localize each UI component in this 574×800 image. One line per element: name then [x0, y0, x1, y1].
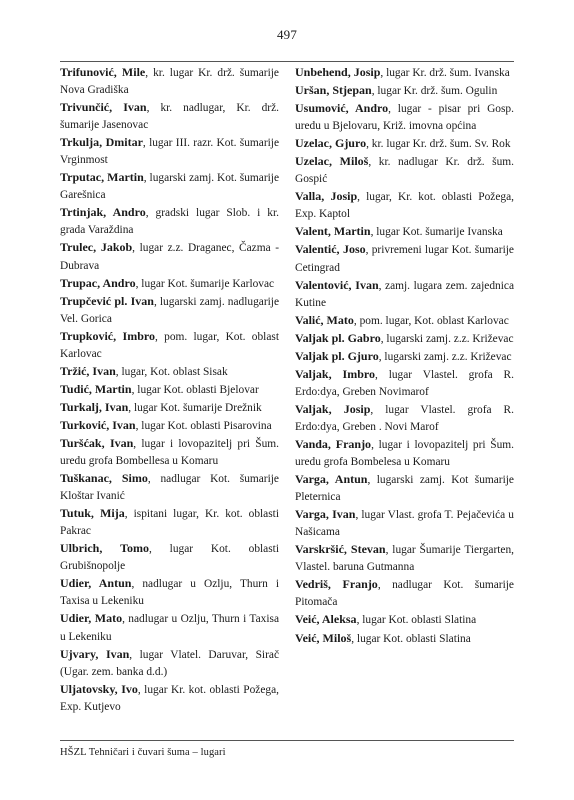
list-item: [295, 277, 514, 312]
entry-text: , lugar Šumarije Tiergarten, Vlastel. baruna Gutmanna: [295, 544, 514, 574]
entry-name: Trputac, Martin: [60, 170, 144, 185]
entry-text: , pom. lugar, Kot. oblast Karlovac: [353, 314, 509, 327]
entry-name: Trulec, Jakob: [60, 240, 133, 255]
entry-text: , nadlugar u Ozlju, Thurn i Taxisa u Lekeniku: [60, 613, 280, 643]
entry-text: , lugarski zamj. Kot šumarije Pleternica: [295, 474, 514, 504]
list-item: [295, 188, 514, 223]
footer-rule: [60, 740, 514, 741]
list-item: [295, 64, 514, 82]
entry-name: Tržić, Ivan: [60, 363, 116, 378]
entry-name: Valić, Mato: [295, 312, 354, 327]
list-item: [295, 471, 514, 506]
entry-text: , lugarski zamj. z.z. Križevac: [380, 332, 514, 345]
entry-name: Usumović, Andro: [295, 101, 389, 116]
entry-name: Varskršić, Stevan: [295, 542, 386, 557]
entry-text: , lugarski zamj. Kot. šumarije Garešnica: [60, 172, 279, 202]
list-item: [60, 363, 279, 381]
entry-text: , nadlugar Kot. šumarije Kloštar Ivanić: [60, 473, 279, 503]
list-item: [60, 540, 279, 575]
entry-name: Udier, Mato: [60, 611, 123, 626]
entry-text: , kr. lugar Kr. drž. šumarije Nova Gradiška: [60, 67, 279, 97]
entry-text: , zamj. lugara zem. zajednica Kutine: [295, 279, 514, 309]
list-item: [295, 506, 514, 541]
list-item: [295, 611, 514, 629]
entry-name: Veić, Miloš: [295, 630, 352, 645]
entry-name: Uzelac, Gjuro: [295, 136, 367, 151]
list-item: [295, 223, 514, 241]
entry-name: Tudić, Martin: [60, 381, 132, 396]
list-item: [60, 64, 279, 99]
entry-text: , lugar Vlastel. grofa R. Erdo:dya, Greben Novimarof: [295, 368, 514, 398]
entry-name: Valentović, Ivan: [295, 277, 379, 292]
entry-text: , lugar Vlast. grofa T. Pejačevića u Našicama: [295, 509, 515, 539]
entry-name: Trupković, Imbro: [60, 328, 155, 343]
list-item: [60, 681, 279, 716]
list-item: [60, 239, 279, 274]
entry-name: Veić, Aleksa: [295, 612, 357, 627]
entry-name: Varga, Ivan: [295, 507, 356, 522]
entry-name: Vanda, Franjo: [295, 436, 372, 451]
page-number: 497: [276, 27, 298, 42]
entry-name: Trifunović, Mile: [60, 65, 146, 79]
entry-text: , kr. nadlugar Kr. drž. šum. Gospić: [295, 156, 514, 186]
entry-name: Udier, Antun: [60, 576, 132, 591]
entry-name: Trupac, Andro: [60, 275, 136, 290]
list-item: [60, 399, 279, 417]
list-item: [60, 275, 279, 293]
entry-text: , lugar III. razr. Kot. šumarije Vrginmost: [60, 137, 280, 167]
right-column: [295, 64, 514, 648]
entry-text: , nadlugar u Ozlju, Thurn i Taxisa u Lekeniku: [60, 578, 279, 608]
entry-name: Turšćak, Ivan: [60, 435, 134, 450]
entry-name: Trupčević pl. Ivan: [60, 293, 154, 308]
entry-name: Varga, Antun: [295, 472, 368, 487]
entry-text: , lugar i lovopazitelj pri Šum. uredu grofa Bombellesa u Komaru: [60, 437, 279, 468]
entry-name: Tutuk, Mija: [60, 506, 125, 521]
left-column: [60, 64, 279, 716]
list-item: [295, 100, 514, 135]
entry-name: Turkalj, Ivan: [60, 399, 129, 414]
list-item: [295, 348, 514, 366]
list-item: [295, 366, 514, 401]
list-item: [60, 328, 279, 363]
entry-name: Turković, Ivan: [60, 417, 136, 432]
entry-name: Uljatovsky, Ivo: [60, 681, 138, 696]
entry-text: , lugar Kot. oblasti Slatina: [351, 632, 471, 645]
entry-name: Valent, Martin: [295, 224, 371, 239]
list-item: [60, 381, 279, 399]
entry-name: Trivunčić, Ivan: [60, 100, 147, 115]
entry-name: Valentić, Joso: [295, 242, 366, 257]
entry-text: , lugar Kot. oblasti Grubišnopolje: [60, 543, 279, 573]
list-item: [295, 576, 514, 611]
entry-name: Valla, Josip: [295, 189, 358, 204]
list-item: [60, 169, 279, 204]
entry-name: Unbehend, Josip: [295, 65, 381, 79]
entry-text: , kr. nadlugar, Kr. drž. šumarije Jasenovac: [60, 102, 280, 132]
list-item: [60, 470, 279, 505]
entry-text: , pom. lugar, Kot. oblast Karlovac: [60, 330, 279, 360]
entry-name: Valjak, Imbro: [295, 366, 376, 381]
entry-text: , lugar Kot. šumarije Karlovac: [135, 277, 275, 290]
entry-text: , lugar, Kot. oblast Sisak: [115, 365, 228, 378]
entry-text: , lugarski zamj. nadlugarije Vel. Gorica: [60, 295, 280, 325]
entry-text: , lugar Kr. drž. šum. Ogulin: [371, 85, 498, 98]
entry-name: Ulbrich, Tomo: [60, 541, 149, 556]
entry-name: Uršan, Stjepan: [295, 83, 372, 98]
list-item: [60, 293, 279, 328]
entry-text: , lugar Kot. oblasti Bjelovar: [131, 383, 259, 396]
list-item: [295, 82, 514, 100]
list-item: [60, 610, 279, 645]
list-item: [60, 417, 279, 435]
entry-text: , lugar Kot. šumarije Drežnik: [128, 401, 262, 414]
entry-text: , lugar z.z. Draganec, Čazma - Dubrava: [60, 242, 279, 272]
list-item: [60, 575, 279, 610]
list-item: [295, 436, 514, 471]
list-item: [295, 541, 514, 576]
entry-text: , gradski lugar Slob. i kr. grada Varaždina: [60, 207, 280, 237]
entry-name: Ujvary, Ivan: [60, 646, 130, 661]
entry-name: Valjak, Josip: [295, 401, 371, 416]
list-item: [295, 241, 514, 276]
list-item: [60, 134, 279, 169]
entry-text: , lugar i lovopazitelj pri Šum. uredu grofa Bombelesa u Komaru: [295, 438, 514, 469]
list-item: [60, 435, 279, 470]
header-rule: [60, 61, 514, 62]
entry-text: , lugar Kot. šumarije Ivanska: [370, 226, 503, 239]
list-item: [295, 312, 514, 330]
list-item: [295, 630, 514, 648]
entry-text: , lugar Vlatel. Daruvar, Sirač (Ugar. zem. banka d.d.): [60, 648, 279, 678]
list-item: [295, 330, 514, 348]
entry-name: Vedriš, Franjo: [295, 577, 378, 592]
entry-text: , lugar Kr. kot. oblasti Požega, Exp. Kutjevo: [60, 683, 280, 713]
entry-text: , lugar Kot. oblasti Slatina: [356, 614, 477, 627]
entry-text: , lugar Vlastel. grofa R. Erdo:dya, Greben . Novi Marof: [295, 403, 514, 433]
entry-name: Trkulja, Dmitar: [60, 135, 143, 150]
entry-name: Uzelac, Miloš: [295, 154, 369, 169]
list-item: [295, 135, 514, 153]
list-item: [60, 646, 279, 681]
entry-text: , lugar, Kr. kot. oblasti Požega, Exp. Kaptol: [295, 191, 514, 221]
entry-name: Trtinjak, Andro: [60, 205, 146, 220]
running-footer: HŠZL Tehničari i čuvari šuma – lugari: [60, 747, 226, 758]
list-item: [60, 204, 279, 239]
entry-text: , lugar Kot. oblasti Pisarovina: [135, 419, 272, 432]
entry-text: , lugar Kr. drž. šum. Ivanska: [380, 67, 510, 79]
list-item: [295, 153, 514, 188]
entry-text: , privremeni lugar Kot. šumarije Cetingrad: [295, 244, 514, 274]
list-item: [295, 401, 514, 436]
entry-text: , lugarski zamj. z.z. Križevac: [378, 350, 512, 363]
entry-text: , lugar - pisar pri Gosp. uredu u Bjelovaru, Križ. imovna općina: [295, 103, 514, 133]
entry-text: , nadlugar Kot. šumarije Pitomača: [295, 579, 514, 609]
entry-text: , ispitani lugar, Kr. kot. oblasti Pakrac: [60, 508, 280, 538]
entry-text: , kr. lugar Kr. drž. šum. Sv. Rok: [366, 138, 511, 151]
entry-name: Tuškanac, Simo: [60, 471, 148, 486]
entry-name: Valjak pl. Gabro: [295, 330, 381, 345]
entry-name: Valjak pl. Gjuro: [295, 348, 379, 363]
list-item: [60, 99, 279, 134]
list-item: [60, 505, 279, 540]
